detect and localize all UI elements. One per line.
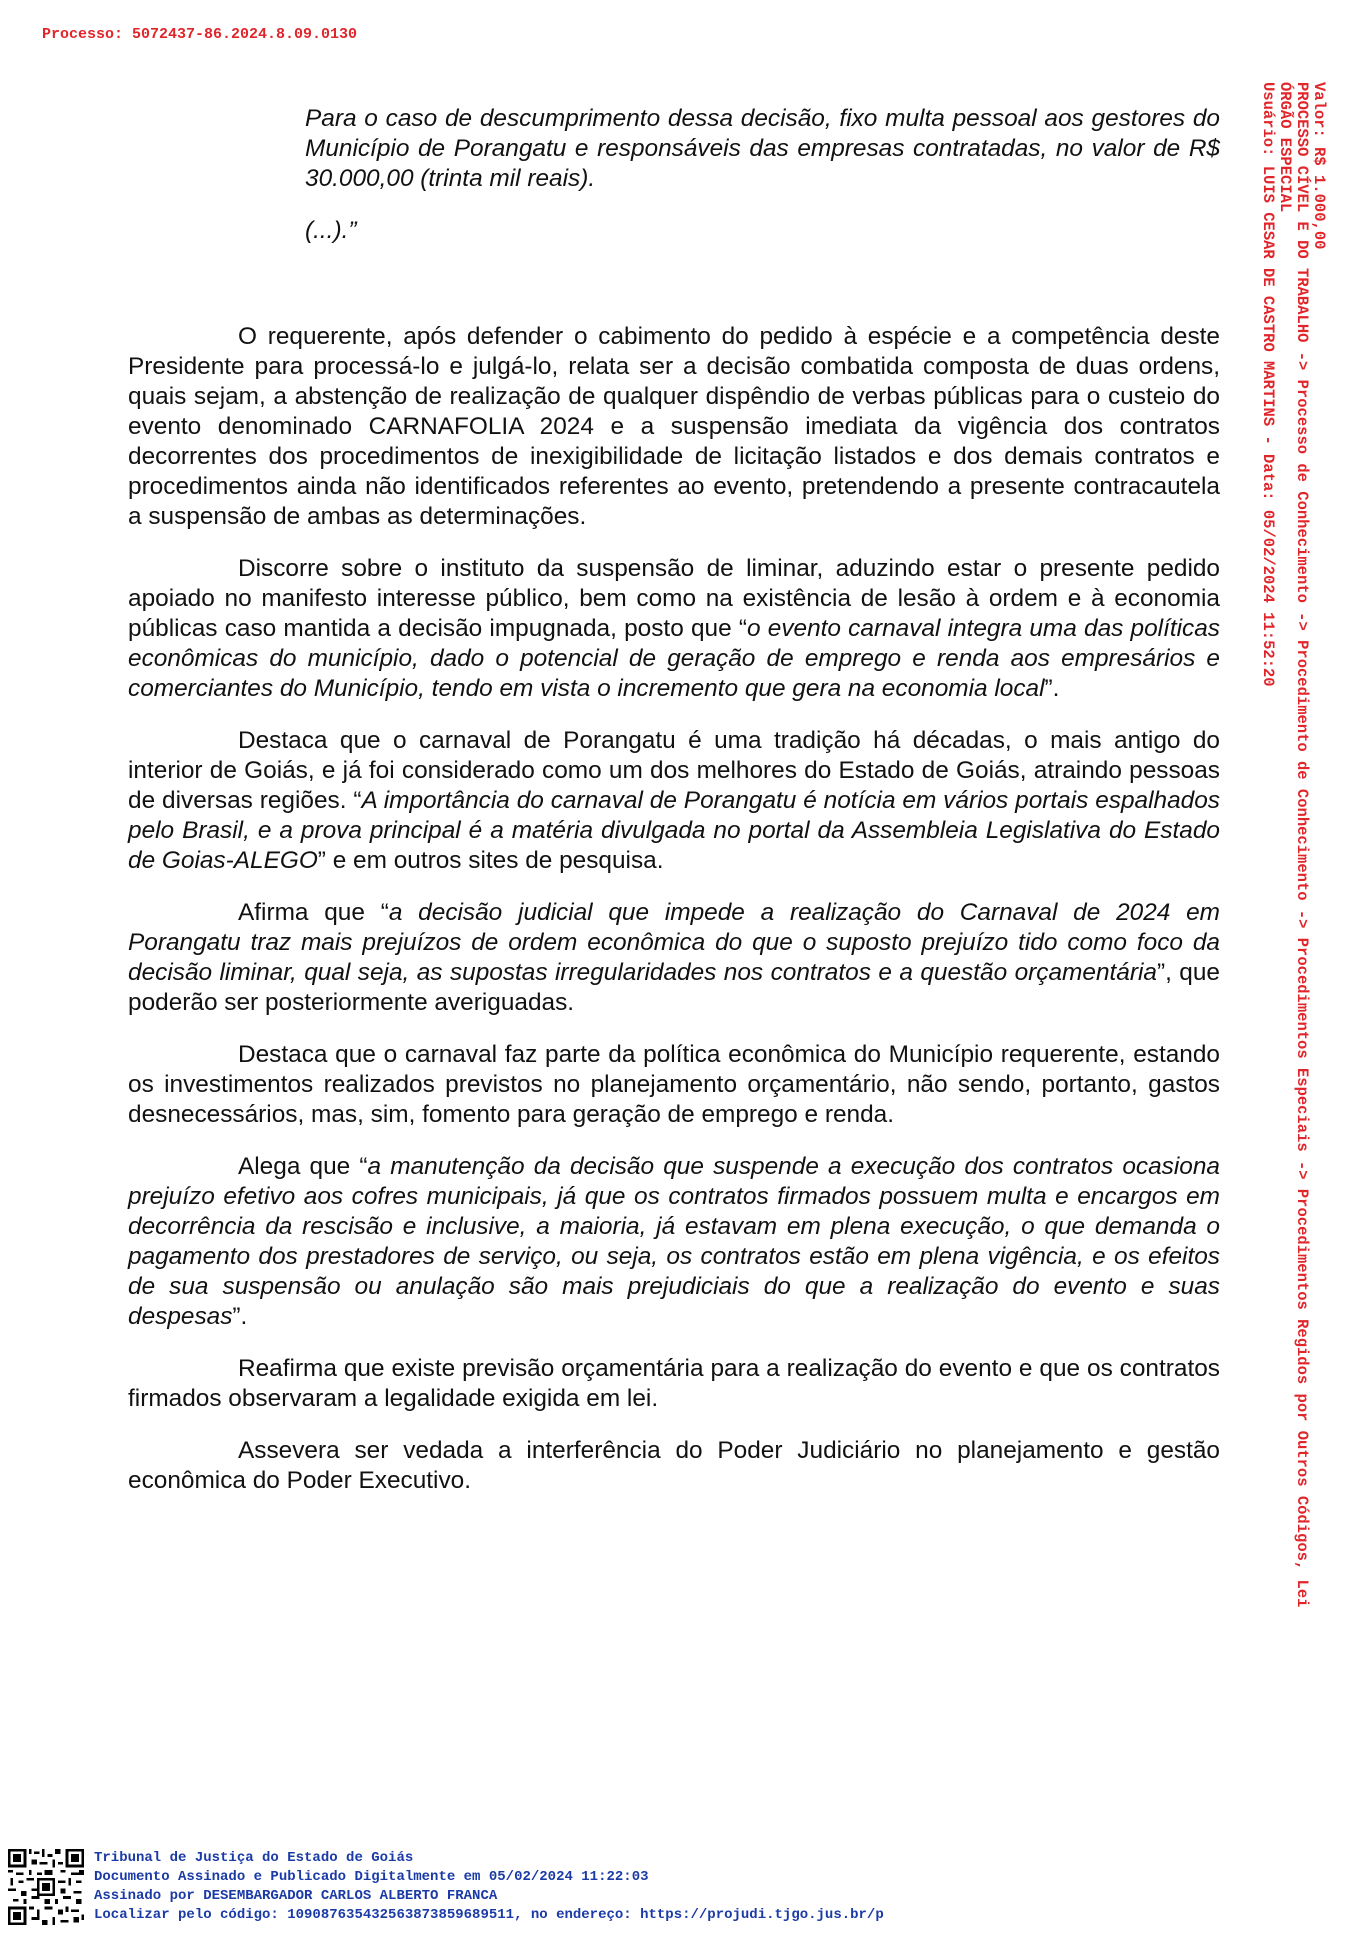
footer-signer: Assinado por DESEMBARGADOR CARLOS ALBERTO FRANCA [94,1888,498,1904]
footer-text-block [94,1849,884,1925]
document-body [128,104,1220,1518]
paragraph-6 [128,1152,1220,1332]
paragraph-2 [128,554,1220,704]
paragraph-8: Assevera ser vedada a interferência do Poder Judiciário no planejamento e gestão econômica do Poder Executivo. [128,1437,1220,1494]
paragraph-3-end: ” e em outros sites de pesquisa. [317,847,664,874]
quote-paragraph: Para o caso de descumprimento dessa decisão, fixo multa pessoal aos gestores do Município de Porangatu e responsáveis das empresas contratadas, no valor de R$ 30.000,00 (trinta mil reais). [305,105,1220,192]
footer-court-name: Tribunal de Justiça do Estado de Goiás [94,1850,414,1866]
paragraph-2-text: Discorre sobre o instituto da suspensão de liminar, aduzindo estar o presente pedido apoiado no manifesto interesse público, bem como na existência de lesão à ordem e à economia públicas caso mantida a decisão impugnada, posto que “ [128,555,1220,642]
paragraph-7: Reafirma que existe previsão orçamentária para a realização do evento e que os contratos firmados observaram a legalidade exigida em lei. [128,1355,1220,1412]
paragraph-2-end: ”. [1044,675,1060,702]
paragraph-3-text: Destaca que o carnaval de Porangatu é uma tradição há décadas, o mais antigo do interior de Goiás, e já foi considerado como um dos melhores do Estado de Goiás, atraindo pessoas de diversas regiões. “ [128,727,1220,814]
paragraph-2-quote: o evento carnaval integra uma das políticas econômicas do município, dado o potencial de geração de emprego e renda aos empresários e comerciantes do Município, tendo em vista o incremento que gera na economia local [128,615,1221,702]
metadata-organ: ÓRGÃO ESPECIAL [1276,82,1294,213]
paragraph-3 [128,726,1220,876]
paragraph-6-end: ”. [232,1303,248,1330]
vertical-metadata [1246,82,1332,1942]
process-number: Processo: 5072437-86.2024.8.09.0130 [42,26,358,43]
signature-footer [8,1849,1128,1925]
footer-verification-code: Localizar pelo código: 109087635432563873859689511, no endereço: https://projudi.tjgo.jus.br/p [94,1907,884,1923]
paragraph-4-end: ”, que poderão ser posteriormente averiguadas. [128,959,1220,1016]
paragraph-4-text: Afirma que “ [238,899,389,926]
footer-signed-date: Documento Assinado e Publicado Digitalmente em 05/02/2024 11:22:03 [94,1869,649,1885]
metadata-user-date: Usuário: LUIS CESAR DE CASTRO MARTINS - Data: 05/02/2024 11:52:20 [1259,82,1277,687]
quote-ellipsis: (...).” [305,217,357,244]
qr-code-icon [8,1849,84,1925]
paragraph-6-text: Alega que “ [238,1153,368,1180]
paragraph-3-quote: A importância do carnaval de Porangatu é notícia em vários portais espalhados pelo Brasil, e a prova principal é a matéria divulgada no portal da Assembleia Legislativa do Estado de Goias-ALEGO [128,787,1220,874]
paragraph-4 [128,898,1220,1018]
metadata-value: Valor: R$ 1.000,00 [1310,82,1328,250]
paragraph-5: Destaca que o carnaval faz parte da política econômica do Município requerente, estando os investimentos realizados previstos no planejamento orçamentário, não sendo, portanto, gastos desnecessários, mas, sim, fomento para geração de emprego e renda. [128,1041,1220,1128]
quoted-decision [305,104,1220,246]
metadata-classification: PROCESSO CÍVEL E DO TRABALHO -> Processo de Conhecimento -> Procedimento de Conhecimento -> Procedimentos Especiais -> Procedimentos Regidos por Outros Códigos, Lei [1293,82,1311,1608]
paragraph-6-quote: a manutenção da decisão que suspende a execução dos contratos ocasiona prejuízo efetivo aos cofres municipais, já que os contratos firmados possuem multa e encargos em decorrência da rescisão e inclusive, a maioria, já estavam em plena execução, o que demanda o pagamento dos prestadores de serviço, ou seja, os contratos estão em plena vigência, e os efeitos de sua suspensão ou anulação são mais prejudiciais do que a realização do evento e suas despesas [128,1153,1220,1330]
paragraph-4-quote: a decisão judicial que impede a realização do Carnaval de 2024 em Porangatu traz mais prejuízos de ordem econômica do que o suposto prejuízo tido como foco da decisão liminar, qual seja, as supostas irregularidades nos contratos e a questão orçamentária [128,899,1221,986]
paragraph-1: O requerente, após defender o cabimento do pedido à espécie e a competência deste Presidente para processá-lo e julgá-lo, relata ser a decisão combatida composta de duas ordens, quais sejam, a abstenção de realização de qualquer dispêndio de verbas públicas para o custeio do evento denominado CARNAFOLIA 2024 e a suspensão imediata da vigência dos contratos decorrentes dos procedimentos de inexigibilidade de licitação listados e dos demais contratos e procedimentos ainda não identificados referentes ao evento, pretendendo a presente contracautela a suspensão de ambas as determinações. [128,323,1220,530]
